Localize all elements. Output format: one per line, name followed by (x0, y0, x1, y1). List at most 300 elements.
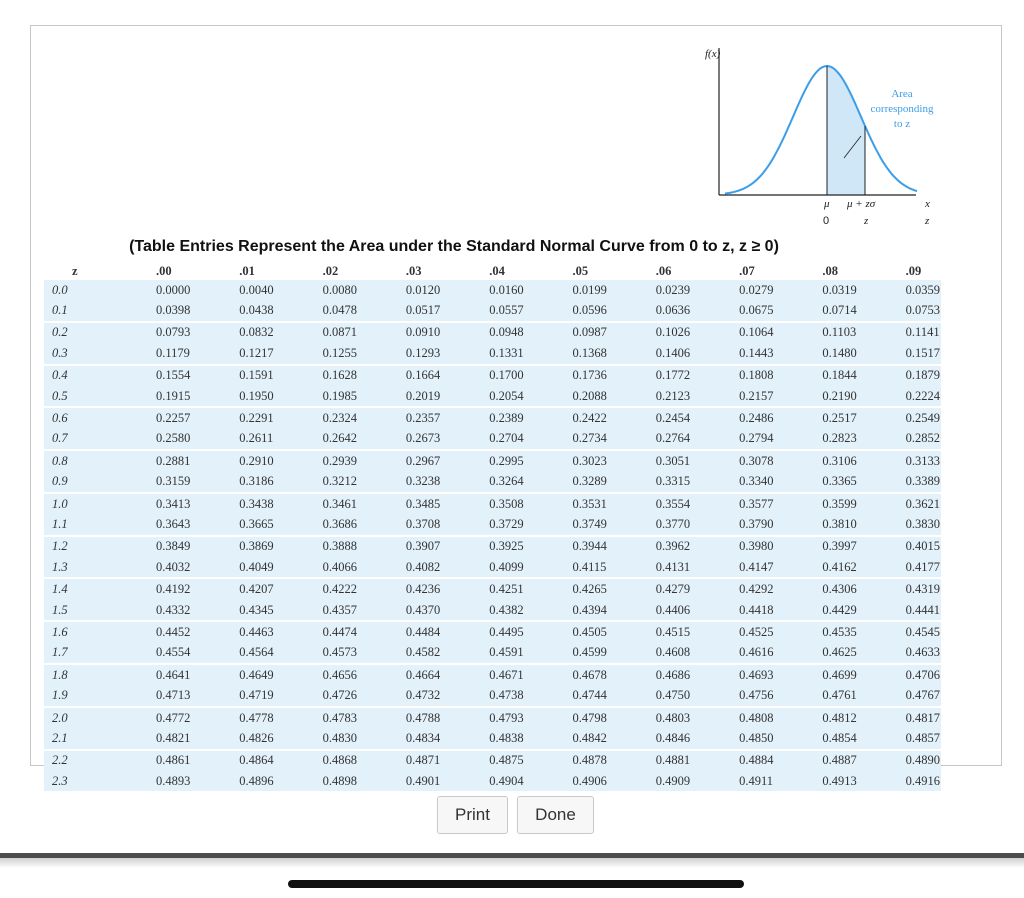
area-value-cell: 0.4693 (691, 664, 774, 685)
area-value-cell: 0.4803 (608, 707, 691, 728)
area-value-cell: 0.3238 (405, 474, 441, 489)
toolbar-shadow (0, 858, 1024, 868)
z-value-cell: 2.2 (44, 750, 108, 771)
area-value-cell: 0.2852 (905, 431, 941, 446)
area-value-cell: 0.4861 (108, 750, 191, 771)
area-value-cell: 0.1700 (441, 365, 524, 386)
area-value-cell: 0.3621 (858, 493, 941, 514)
area-value-cell: 0.3133 (858, 450, 941, 471)
table-row (44, 621, 941, 642)
area-value-cell: 0.2019 (405, 388, 441, 403)
area-value-cell: 0.2995 (441, 450, 524, 471)
area-value-cell: 0.4616 (739, 645, 774, 660)
area-value-cell: 0.1915 (156, 388, 191, 403)
area-value-cell: 0.2967 (358, 450, 441, 471)
area-value-cell: 0.4913 (822, 773, 857, 788)
z-value-cell: 1.7 (52, 645, 68, 660)
area-value-cell: 0.4162 (822, 559, 857, 574)
area-value-cell: 0.4887 (774, 750, 857, 771)
header-row (44, 262, 941, 280)
area-value-cell: 0.4778 (191, 707, 274, 728)
area-value-cell: 0.4535 (774, 621, 857, 642)
area-value-cell: 0.0080 (322, 282, 357, 297)
area-value-cell: 0.4850 (739, 730, 774, 745)
fx-label: f(x) (705, 48, 721, 60)
column-header: .09 (905, 263, 922, 278)
area-value-cell: 0.4911 (739, 773, 773, 788)
z-value-cell: 1.3 (52, 559, 68, 574)
area-value-cell: 0.2157 (739, 388, 774, 403)
area-value-cell: 0.4207 (191, 578, 274, 599)
area-value-cell: 0.4015 (858, 536, 941, 557)
area-value-cell: 0.0871 (275, 322, 358, 343)
area-value-cell: 0.3577 (691, 493, 774, 514)
area-value-cell: 0.3051 (608, 450, 691, 471)
table-row (44, 322, 941, 343)
area-value-cell: 0.4418 (739, 602, 774, 617)
column-header: .00 (156, 263, 172, 278)
area-value-cell: 0.4817 (858, 707, 941, 728)
area-value-cell: 0.2224 (905, 388, 941, 403)
area-value-cell: 0.0948 (441, 322, 524, 343)
column-header: .01 (239, 263, 255, 278)
table-row (44, 343, 941, 364)
z-value-cell: 2.3 (52, 773, 68, 788)
table-row (44, 450, 941, 471)
table-row (44, 514, 941, 535)
area-value-cell: 0.1443 (739, 345, 774, 360)
area-value-cell: 0.4306 (774, 578, 857, 599)
area-value-cell: 0.1141 (858, 322, 941, 343)
z-value-cell: 0.9 (52, 474, 68, 489)
area-value-cell: 0.4265 (524, 578, 607, 599)
z-value-cell: 2.1 (52, 730, 68, 745)
area-value-cell: 0.4599 (572, 645, 607, 660)
area-value-cell: 0.4370 (405, 602, 441, 617)
area-label-line2: corresponding (870, 103, 934, 115)
area-value-cell: 0.4633 (905, 645, 941, 660)
area-value-cell: 0.4382 (489, 602, 524, 617)
area-value-cell: 0.4884 (691, 750, 774, 771)
column-header: .03 (405, 263, 422, 278)
area-value-cell: 0.0040 (239, 282, 274, 297)
area-value-cell: 0.0596 (572, 303, 607, 318)
caption-text: (Table Entries Represent the Area under the Standard Normal Curve from 0 to z, z ≥ 0) (129, 238, 779, 255)
area-value-cell: 0.1103 (774, 322, 857, 343)
area-value-cell: 0.4719 (239, 688, 274, 703)
area-value-cell: 0.4554 (156, 645, 191, 660)
area-value-cell: 0.2764 (655, 431, 691, 446)
area-value-cell: 0.4656 (275, 664, 358, 685)
area-value-cell: 0.4772 (108, 707, 191, 728)
area-value-cell: 0.4846 (655, 730, 691, 745)
area-value-cell: 0.3849 (108, 536, 191, 557)
area-value-cell: 0.2088 (572, 388, 607, 403)
table-row (44, 750, 941, 771)
area-value-cell: 0.4868 (275, 750, 358, 771)
normal-table-panel[interactable] (30, 25, 1002, 788)
area-value-cell: 0.4319 (858, 578, 941, 599)
area-value-cell: 0.1331 (489, 345, 524, 360)
area-value-cell: 0.4236 (358, 578, 441, 599)
area-value-cell: 0.3888 (275, 536, 358, 557)
area-value-cell: 0.4671 (441, 664, 524, 685)
z-value-cell: 0.7 (52, 431, 68, 446)
area-value-cell: 0.4756 (739, 688, 774, 703)
area-label-line3: to z (893, 118, 911, 130)
area-value-cell: 0.4857 (905, 730, 941, 745)
area-value-cell: 0.0636 (655, 303, 691, 318)
area-value-cell: 0.0987 (524, 322, 607, 343)
area-value-cell: 0.3554 (608, 493, 691, 514)
area-value-cell: 0.4826 (239, 730, 274, 745)
column-header: .04 (489, 263, 505, 278)
area-value-cell: 0.3686 (322, 516, 357, 531)
area-value-cell: 0.4463 (191, 621, 274, 642)
area-value-cell: 0.3962 (608, 536, 691, 557)
area-value-cell: 0.4901 (405, 773, 441, 788)
area-value-cell: 0.2939 (275, 450, 358, 471)
area-value-cell: 0.1554 (108, 365, 191, 386)
area-value-cell: 0.4732 (405, 688, 441, 703)
area-value-cell: 0.4495 (441, 621, 524, 642)
area-value-cell: 0.1950 (239, 388, 274, 403)
area-value-cell: 0.4890 (858, 750, 941, 771)
area-value-cell: 0.3508 (441, 493, 524, 514)
area-value-cell: 0.0714 (822, 303, 857, 318)
area-value-cell: 0.4793 (441, 707, 524, 728)
area-value-cell: 0.4115 (572, 559, 607, 574)
area-value-cell: 0.4292 (691, 578, 774, 599)
area-value-cell: 0.2704 (489, 431, 524, 446)
area-value-cell: 0.4545 (858, 621, 941, 642)
area-value-cell: 0.3869 (191, 536, 274, 557)
area-value-cell: 0.0239 (655, 282, 691, 297)
area-value-cell: 0.4484 (358, 621, 441, 642)
area-value-cell: 0.4608 (655, 645, 691, 660)
done-button[interactable]: Done (517, 796, 594, 834)
area-value-cell: 0.0438 (239, 303, 274, 318)
area-value-cell: 0.4798 (524, 707, 607, 728)
area-value-cell: 0.2324 (275, 407, 358, 428)
area-value-cell: 0.4406 (655, 602, 691, 617)
z-value-cell: 1.9 (52, 688, 68, 703)
z-value-cell: 1.6 (44, 621, 108, 642)
area-value-cell: 0.3944 (524, 536, 607, 557)
table-row (44, 407, 941, 428)
column-header: .02 (322, 263, 339, 278)
area-value-cell: 0.3212 (322, 474, 357, 489)
area-value-cell: 0.4222 (275, 578, 358, 599)
area-value-cell: 0.3315 (655, 474, 691, 489)
normal-curve (725, 66, 917, 194)
area-value-cell: 0.4916 (905, 773, 941, 788)
table-row (44, 386, 941, 407)
z-axis-label: z (925, 215, 930, 227)
area-value-cell: 0.4625 (822, 645, 857, 660)
area-value-cell: 0.0199 (572, 282, 607, 297)
area-value-cell: 0.4474 (275, 621, 358, 642)
area-value-cell: 0.4147 (739, 559, 774, 574)
area-value-cell: 0.4812 (774, 707, 857, 728)
area-value-cell: 0.4834 (405, 730, 441, 745)
table-caption (31, 238, 1001, 256)
area-value-cell: 0.4842 (572, 730, 607, 745)
print-button[interactable]: Print (437, 796, 508, 834)
zero-label: 0 (823, 215, 830, 227)
z-value-cell: 0.0 (52, 282, 68, 297)
area-value-cell: 0.4664 (358, 664, 441, 685)
area-value-cell: 0.3413 (108, 493, 191, 514)
table-row (44, 557, 941, 578)
area-value-cell: 0.4591 (489, 645, 524, 660)
area-value-cell: 0.4706 (858, 664, 941, 685)
area-value-cell: 0.3340 (739, 474, 774, 489)
area-value-cell: 0.4515 (608, 621, 691, 642)
area-value-cell: 0.1879 (858, 365, 941, 386)
area-value-cell: 0.2549 (858, 407, 941, 428)
area-value-cell: 0.4788 (358, 707, 441, 728)
area-value-cell: 0.1406 (655, 345, 691, 360)
area-value-cell: 0.2580 (156, 431, 191, 446)
area-value-cell: 0.1772 (608, 365, 691, 386)
area-value-cell: 0.0557 (489, 303, 524, 318)
area-value-cell: 0.1064 (691, 322, 774, 343)
area-value-cell: 0.3023 (524, 450, 607, 471)
area-value-cell: 0.4678 (524, 664, 607, 685)
area-value-cell: 0.3078 (691, 450, 774, 471)
area-value-cell: 0.4641 (108, 664, 191, 685)
area-value-cell: 0.4761 (822, 688, 857, 703)
area-value-cell: 0.2734 (572, 431, 607, 446)
area-value-cell: 0.0120 (405, 282, 441, 297)
area-value-cell: 0.4066 (322, 559, 357, 574)
column-header: .07 (739, 263, 755, 278)
area-value-cell: 0.4177 (905, 559, 941, 574)
area-value-cell: 0.3925 (441, 536, 524, 557)
area-value-cell: 0.4878 (524, 750, 607, 771)
area-value-cell: 0.4649 (191, 664, 274, 685)
area-value-cell: 0.4864 (191, 750, 274, 771)
area-value-cell: 0.3708 (405, 516, 441, 531)
z-value-cell: 0.8 (44, 450, 108, 471)
area-value-cell: 0.2881 (108, 450, 191, 471)
area-value-cell: 0.2054 (489, 388, 524, 403)
area-value-cell: 0.4699 (774, 664, 857, 685)
area-value-cell: 0.3729 (489, 516, 524, 531)
area-value-cell: 0.0910 (358, 322, 441, 343)
table-row (44, 664, 941, 685)
area-value-cell: 0.1255 (322, 345, 357, 360)
area-value-cell: 0.4738 (489, 688, 524, 703)
area-value-cell: 0.4357 (322, 602, 357, 617)
normal-curve-figure (705, 40, 971, 235)
area-value-cell: 0.4251 (441, 578, 524, 599)
area-value-cell: 0.4582 (405, 645, 441, 660)
area-value-cell: 0.4904 (489, 773, 524, 788)
table-row (44, 600, 941, 621)
area-value-cell: 0.2291 (191, 407, 274, 428)
area-value-cell: 0.3749 (572, 516, 607, 531)
area-value-cell: 0.0478 (322, 303, 357, 318)
area-value-cell: 0.2486 (691, 407, 774, 428)
area-value-cell: 0.4441 (905, 602, 941, 617)
table-row (44, 771, 941, 791)
area-value-cell: 0.2389 (441, 407, 524, 428)
area-value-cell: 0.2673 (405, 431, 441, 446)
area-value-cell: 0.0279 (739, 282, 774, 297)
column-header: .05 (572, 263, 589, 278)
z-table (44, 262, 941, 791)
area-value-cell: 0.3531 (524, 493, 607, 514)
area-value-cell: 0.4808 (691, 707, 774, 728)
area-value-cell: 0.4854 (822, 730, 857, 745)
area-value-cell: 0.4783 (275, 707, 358, 728)
z-value-cell: 1.8 (44, 664, 108, 685)
area-value-cell: 0.4750 (655, 688, 691, 703)
area-value-cell: 0.3159 (156, 474, 191, 489)
area-value-cell: 0.3461 (275, 493, 358, 514)
area-value-cell: 0.4345 (239, 602, 274, 617)
area-value-cell: 0.4893 (156, 773, 191, 788)
area-value-cell: 0.2794 (739, 431, 774, 446)
area-value-cell: 0.4713 (156, 688, 191, 703)
area-value-cell: 0.0517 (405, 303, 441, 318)
area-value-cell: 0.1368 (572, 345, 607, 360)
area-value-cell: 0.2910 (191, 450, 274, 471)
area-value-cell: 0.4505 (524, 621, 607, 642)
table-body (44, 280, 941, 791)
area-value-cell: 0.3907 (358, 536, 441, 557)
area-value-cell: 0.4131 (655, 559, 691, 574)
area-value-cell: 0.4767 (905, 688, 941, 703)
area-value-cell: 0.4830 (322, 730, 357, 745)
area-value-cell: 0.4099 (489, 559, 524, 574)
z-value-cell: 0.2 (44, 322, 108, 343)
area-value-cell: 0.0160 (489, 282, 524, 297)
area-value-cell: 0.4821 (156, 730, 191, 745)
z-value-cell: 0.4 (44, 365, 108, 386)
z-value-cell: 1.1 (52, 516, 68, 531)
z-value-cell: 2.0 (44, 707, 108, 728)
area-value-cell: 0.1591 (191, 365, 274, 386)
home-indicator[interactable] (288, 880, 744, 888)
area-value-cell: 0.3289 (572, 474, 607, 489)
column-header: .06 (655, 263, 672, 278)
area-value-cell: 0.2611 (239, 431, 274, 446)
mu-plus-label: μ + zσ (847, 198, 876, 210)
area-value-cell: 0.4032 (156, 559, 191, 574)
area-value-cell: 0.3365 (822, 474, 857, 489)
area-value-cell: 0.4906 (572, 773, 607, 788)
area-value-cell: 0.4429 (822, 602, 857, 617)
area-value-cell: 0.3997 (774, 536, 857, 557)
area-value-cell: 0.4564 (239, 645, 274, 660)
z-value-cell: 0.3 (52, 345, 68, 360)
area-value-cell: 0.3790 (739, 516, 774, 531)
area-value-cell: 0.4881 (608, 750, 691, 771)
area-label-line1: Area (891, 88, 913, 100)
area-value-cell: 0.2123 (655, 388, 691, 403)
z-value-cell: 1.4 (44, 578, 108, 599)
mu-label: μ (824, 198, 830, 210)
area-value-cell: 0.1480 (822, 345, 857, 360)
area-value-cell: 0.4573 (322, 645, 357, 660)
area-value-cell: 0.0319 (822, 282, 857, 297)
z-value-cell: 0.6 (44, 407, 108, 428)
area-value-cell: 0.3665 (239, 516, 274, 531)
area-value-cell: 0.4838 (489, 730, 524, 745)
area-value-cell: 0.0398 (156, 303, 191, 318)
area-value-cell: 0.1985 (322, 388, 357, 403)
area-value-cell: 0.2454 (608, 407, 691, 428)
area-value-cell: 0.3770 (655, 516, 691, 531)
area-value-cell: 0.4192 (108, 578, 191, 599)
table-row (44, 429, 941, 450)
area-value-cell: 0.4744 (572, 688, 607, 703)
area-value-cell: 0.4452 (108, 621, 191, 642)
area-value-cell: 0.2422 (524, 407, 607, 428)
z-column-header: z (72, 263, 78, 278)
area-value-cell: 0.3264 (489, 474, 524, 489)
area-value-cell: 0.3810 (822, 516, 857, 531)
area-value-cell: 0.1808 (691, 365, 774, 386)
area-value-cell: 0.3599 (774, 493, 857, 514)
area-value-cell: 0.4525 (691, 621, 774, 642)
area-value-cell: 0.0000 (156, 282, 191, 297)
area-value-cell: 0.4332 (156, 602, 191, 617)
area-value-cell: 0.2642 (322, 431, 357, 446)
area-value-cell: 0.0832 (191, 322, 274, 343)
area-value-cell: 0.1517 (905, 345, 941, 360)
area-value-cell: 0.3186 (239, 474, 274, 489)
area-value-cell: 0.2257 (108, 407, 191, 428)
area-value-cell: 0.1664 (358, 365, 441, 386)
area-value-cell: 0.1844 (774, 365, 857, 386)
table-row (44, 300, 941, 321)
z-value-cell: 0.5 (52, 388, 68, 403)
z-value-cell: 1.2 (44, 536, 108, 557)
area-value-cell: 0.2357 (358, 407, 441, 428)
area-value-cell: 0.1217 (239, 345, 274, 360)
area-value-cell: 0.4726 (322, 688, 357, 703)
table-row (44, 643, 941, 664)
area-value-cell: 0.0675 (739, 303, 774, 318)
area-value-cell: 0.3389 (905, 474, 941, 489)
area-value-cell: 0.3643 (156, 516, 191, 531)
area-value-cell: 0.4871 (358, 750, 441, 771)
area-value-cell: 0.0753 (905, 303, 941, 318)
area-value-cell: 0.2517 (774, 407, 857, 428)
table-row (44, 493, 941, 514)
area-value-cell: 0.3830 (905, 516, 941, 531)
area-value-cell: 0.4909 (655, 773, 691, 788)
table-row (44, 472, 941, 493)
area-value-cell: 0.2823 (822, 431, 857, 446)
area-value-cell: 0.1628 (275, 365, 358, 386)
area-value-cell: 0.3438 (191, 493, 274, 514)
area-value-cell: 0.1179 (156, 345, 190, 360)
area-value-cell: 0.1736 (524, 365, 607, 386)
area-value-cell: 0.4686 (608, 664, 691, 685)
area-value-cell: 0.4896 (239, 773, 274, 788)
area-value-cell: 0.4898 (322, 773, 357, 788)
area-value-cell: 0.3485 (358, 493, 441, 514)
table-row (44, 365, 941, 386)
table-row (44, 578, 941, 599)
area-value-cell: 0.4875 (441, 750, 524, 771)
z-value-cell: 1.5 (52, 602, 68, 617)
